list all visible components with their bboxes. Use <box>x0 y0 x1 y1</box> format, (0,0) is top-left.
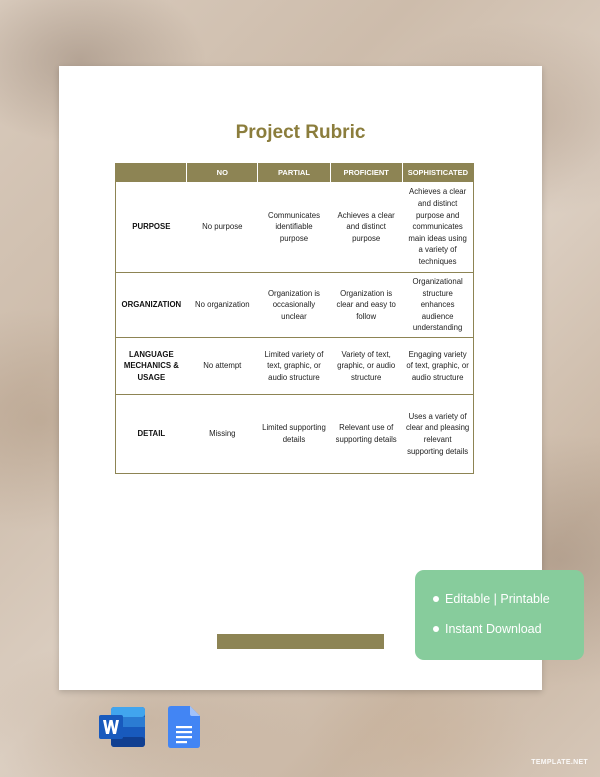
table-cell: Limited supporting details <box>262 423 326 444</box>
column-header: SOPHISTICATED <box>402 163 473 182</box>
column-header: PARTIAL <box>258 163 330 182</box>
feature-label: Instant Download <box>445 622 542 636</box>
table-cell: Organizational structure enhances audience understanding <box>412 277 463 333</box>
criterion-label: ORGANIZATION <box>121 300 182 310</box>
table-row <box>116 338 474 395</box>
column-header: NO <box>187 163 258 182</box>
bullet-icon <box>433 626 439 632</box>
column-header <box>116 163 187 182</box>
table-cell: Relevant use of supporting details <box>335 423 397 444</box>
table-cell: Organization is occasionally unclear <box>267 288 320 321</box>
table-header-row <box>116 163 474 182</box>
google-docs-icon[interactable] <box>168 706 200 748</box>
table-cell: Achieves a clear and distinct purpose <box>337 210 395 243</box>
column-header: PROFICIENT <box>330 163 402 182</box>
table-cell: Communicates identifiable purpose <box>267 210 320 243</box>
table-cell: Organization is clear and easy to follow <box>336 288 396 321</box>
table-row <box>116 182 474 273</box>
watermark: TEMPLATE.NET <box>531 759 588 766</box>
table-cell: Uses a variety of clear and pleasing relevant supporting details <box>405 411 470 456</box>
bullet-icon <box>433 596 439 602</box>
table-cell: No attempt <box>203 361 242 371</box>
rubric-table <box>115 163 474 474</box>
feature-label: Editable | Printable <box>445 592 550 606</box>
table-cell: Missing <box>209 429 236 439</box>
table-row <box>116 395 474 474</box>
table-cell: No organization <box>194 300 250 310</box>
feature-item <box>433 622 542 636</box>
page-title: Project Rubric <box>235 122 366 143</box>
criterion-label: LANGUAGE MECHANICS & USAGE <box>123 349 179 382</box>
footer-bar <box>217 634 384 649</box>
table-cell: Variety of text, graphic, or audio structure <box>337 349 396 382</box>
table-cell: Engaging variety of text, graphic, or audio structure <box>406 349 469 382</box>
feature-item <box>433 592 550 606</box>
table-cell: Achieves a clear and distinct purpose and communicates main ideas using a variety of techniques <box>408 187 467 266</box>
table-cell: Limited variety of text, graphic, or audio structure <box>264 349 324 382</box>
features-badge <box>415 570 584 660</box>
table-row <box>116 273 474 338</box>
microsoft-word-icon[interactable] <box>99 707 145 747</box>
table-cell: No purpose <box>202 222 243 232</box>
criterion-label: PURPOSE <box>132 222 171 232</box>
criterion-label: DETAIL <box>137 429 166 439</box>
